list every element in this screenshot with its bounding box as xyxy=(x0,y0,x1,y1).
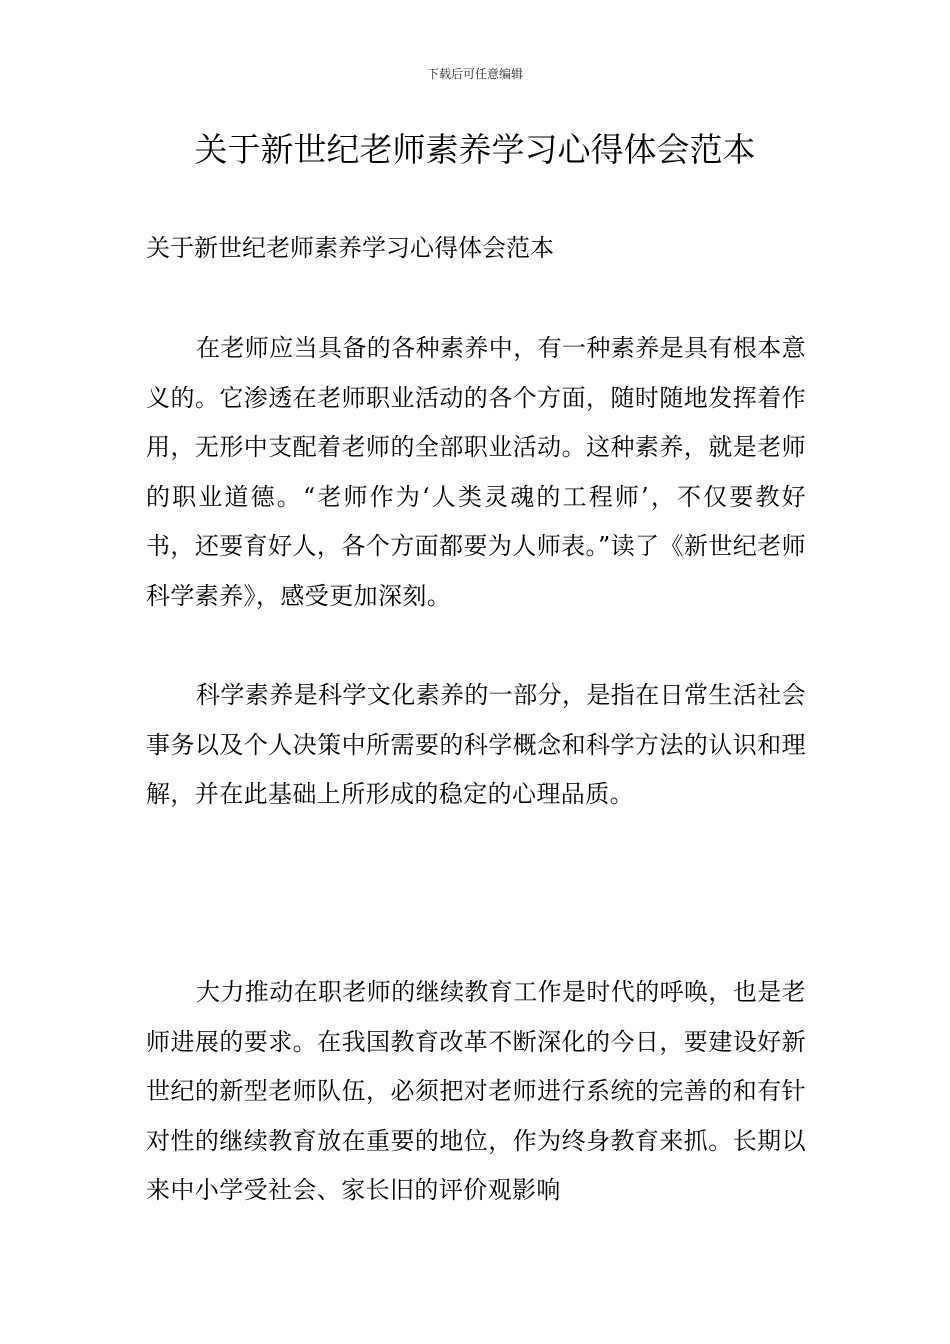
header-note: 下载后可任意编辑 xyxy=(426,67,523,81)
paragraph-2: 科学素养是科学文化素养的一部分，是指在日常生活社会事务以及个人决策中所需要的科学概念和科学方法的认识和理解，并在此基础上所形成的稳定的心理品质。 xyxy=(146,681,806,808)
paragraph-3: 大力推动在职老师的继续教育工作是时代的呼唤，也是老师进展的要求。在我国教育改革不断深化的今日，要建设好新世纪的新型老师队伍，必须把对老师进行系统的完善的和有针对性的继续教育放在重要的地位，作为终身教育来抓。长期以来中小学受社会、家长旧的评价观影响 xyxy=(146,978,806,1204)
document-title: 关于新世纪老师素养学习心得体会范本 xyxy=(194,130,756,169)
document-subtitle: 关于新世纪老师素养学习心得体会范本 xyxy=(146,234,554,262)
paragraph-1: 在老师应当具备的各种素养中，有一种素养是具有根本意义的。它渗透在老师职业活动的各个方面，随时随地发挥着作用，无形中支配着老师的全部职业活动。这种素养，就是老师的职业道德。“老师作为‘人类灵魂的工程师’，不仅要教好书，还要育好人，各个方面都要为人师表。”读了《新世纪老师科学素养》，感受更加深刻。 xyxy=(146,334,806,610)
